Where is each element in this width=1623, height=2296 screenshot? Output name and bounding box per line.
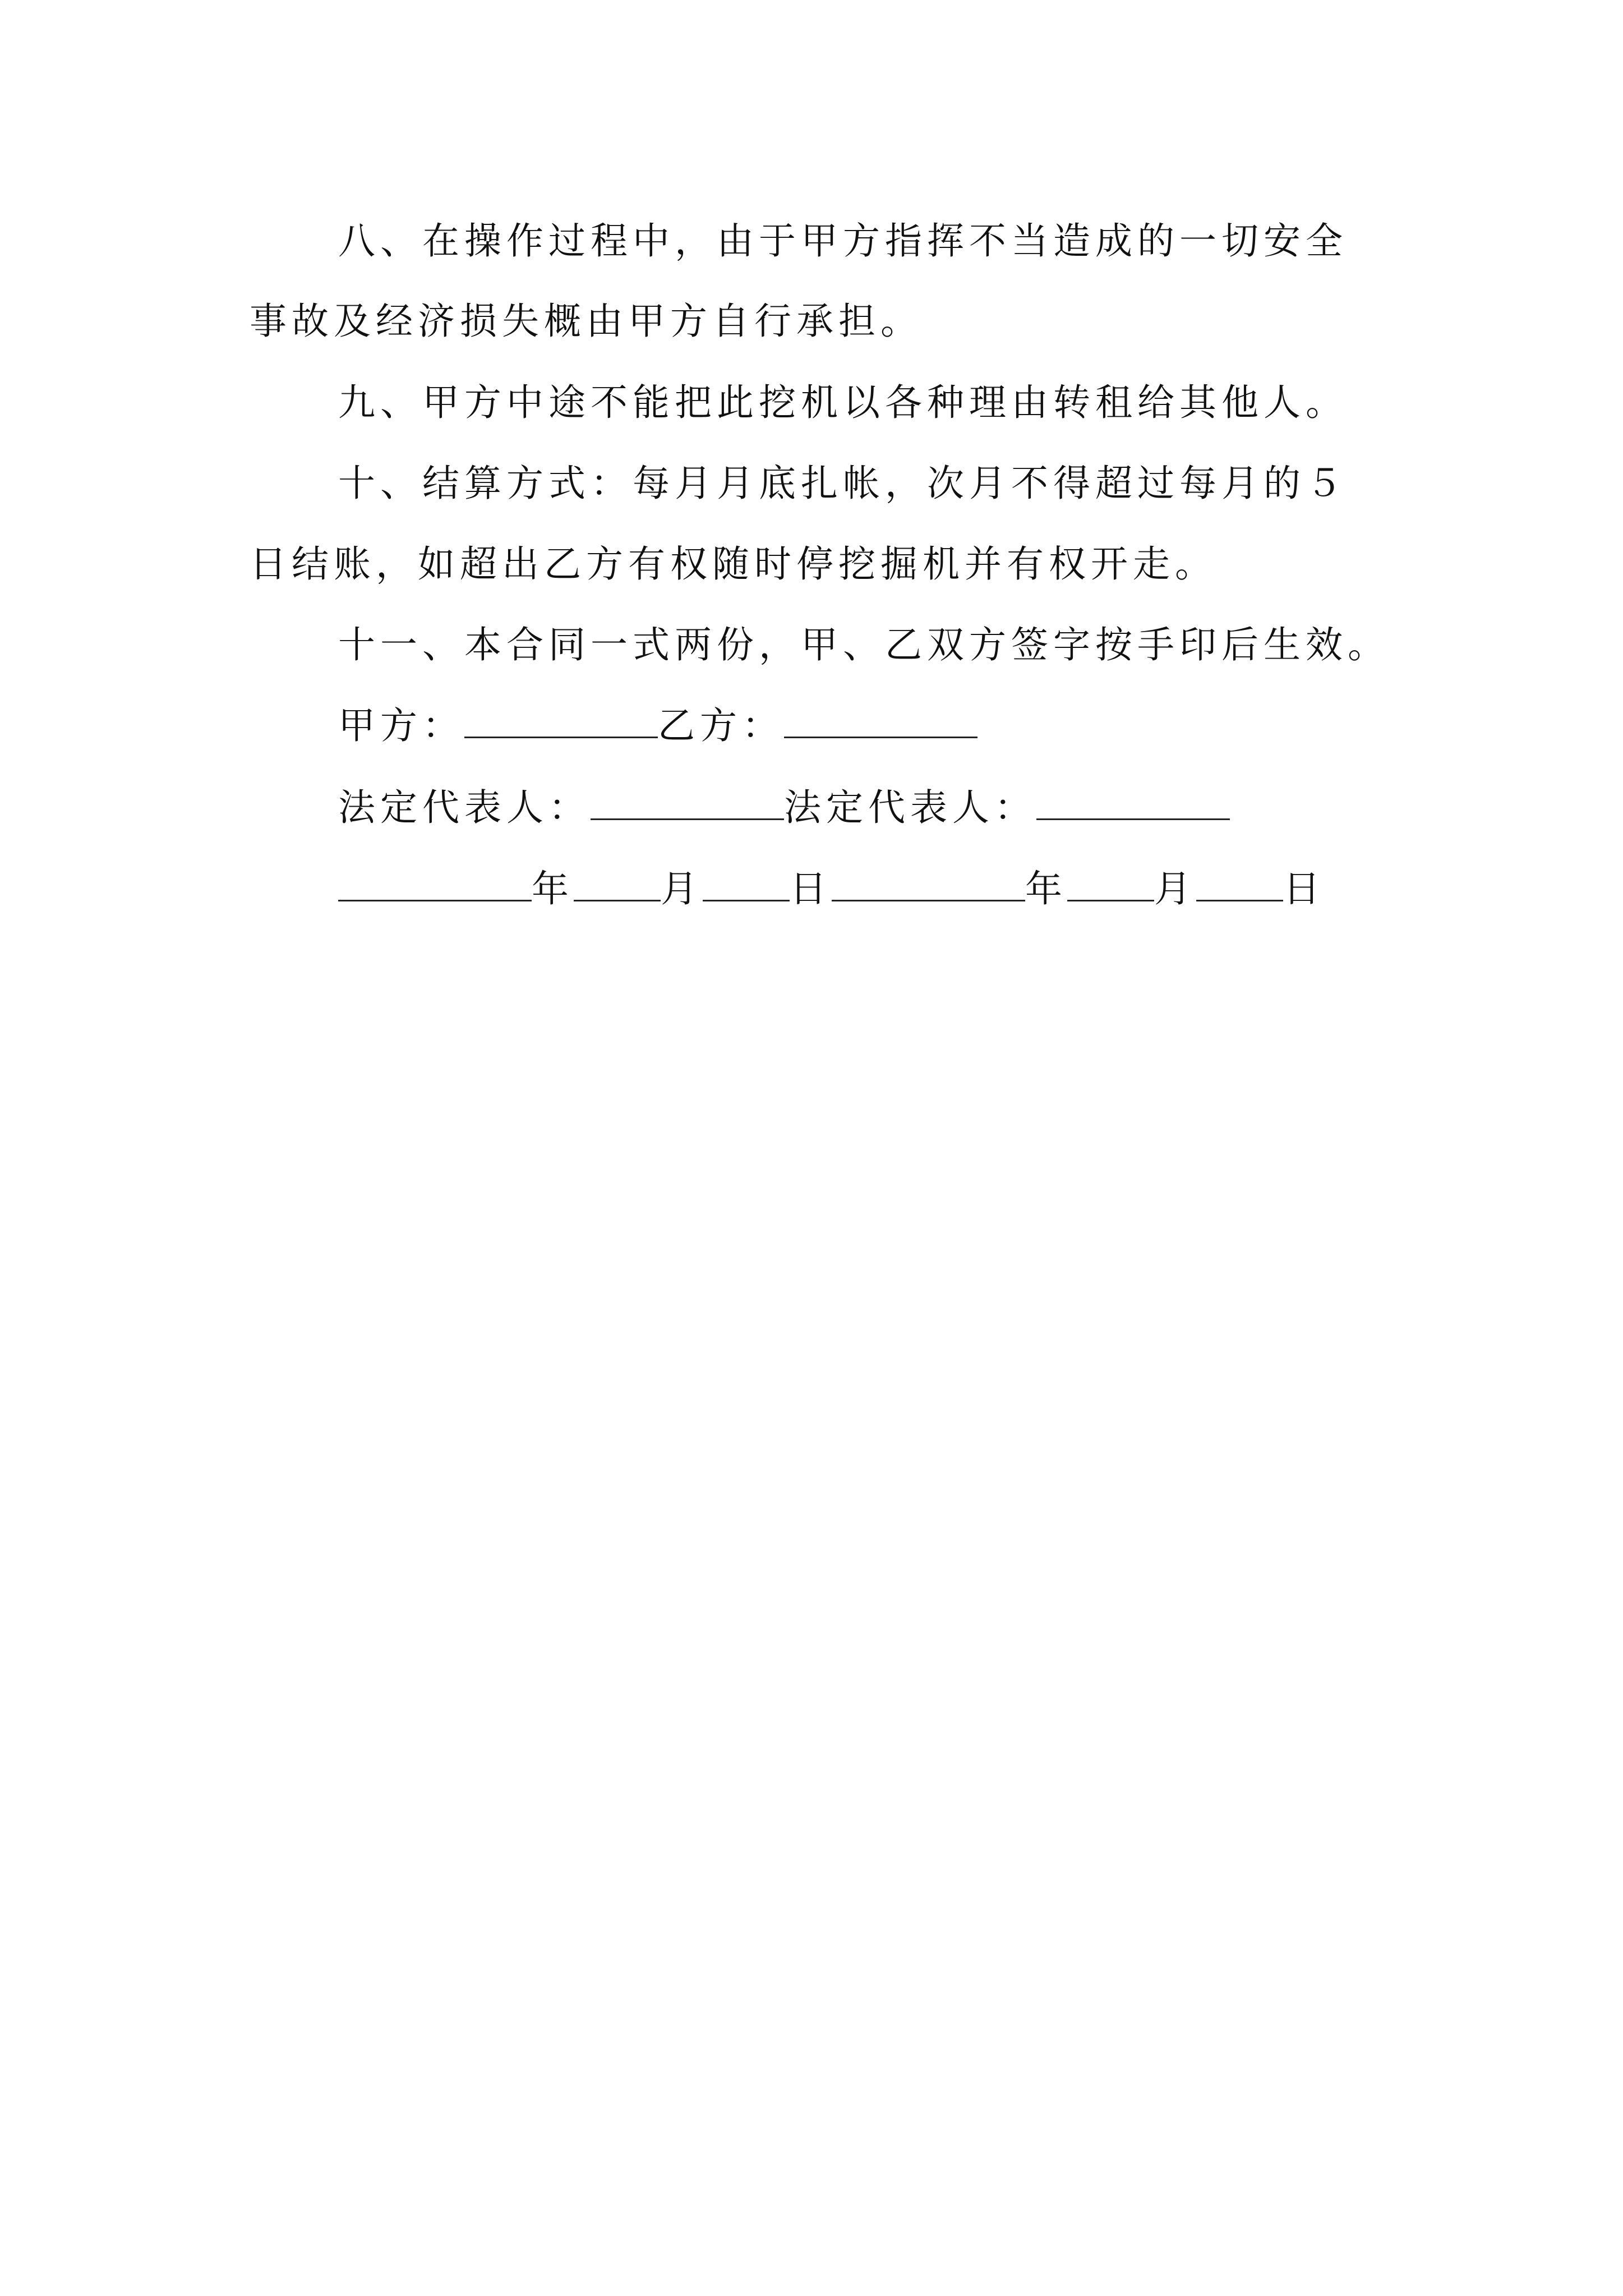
year-b-blank[interactable] — [832, 867, 1025, 901]
party-a-label: 甲方： — [338, 704, 464, 747]
rep-a-blank[interactable] — [591, 786, 784, 820]
clause-8-line-1: 八、在操作过程中，由于甲方指挥不当造成的一切安全 — [338, 219, 1348, 263]
day-a-label: 日 — [790, 867, 832, 910]
rep-b-label: 法定代表人： — [784, 786, 1036, 829]
day-a-blank[interactable] — [703, 867, 790, 901]
representative-row — [338, 783, 1230, 833]
clause-11-line-1: 十一、本合同一式两份，甲、乙双方签字按手印后生效。 — [338, 623, 1390, 666]
year-a-label: 年 — [532, 867, 574, 910]
rep-b-blank[interactable] — [1036, 786, 1230, 820]
clause-8-line-2: 事故及经济损失概由甲方自行承担。 — [250, 300, 923, 343]
month-a-label: 月 — [661, 867, 703, 910]
party-signature-row — [338, 701, 978, 751]
date-row — [338, 864, 1325, 914]
clause-9-line-1: 九、甲方中途不能把此挖机以各种理由转租给其他人。 — [338, 381, 1348, 424]
party-b-label: 乙方： — [658, 704, 784, 747]
month-b-blank[interactable] — [1067, 867, 1154, 901]
year-b-label: 年 — [1025, 867, 1067, 910]
month-b-label: 月 — [1154, 867, 1196, 910]
year-a-blank[interactable] — [338, 867, 532, 901]
clause-10-line-1: 十、结算方式：每月月底扎帐，次月不得超过每月的５ — [338, 462, 1348, 505]
party-b-blank[interactable] — [784, 704, 978, 738]
rep-a-label: 法定代表人： — [338, 786, 591, 829]
month-a-blank[interactable] — [574, 867, 661, 901]
day-b-label: 日 — [1283, 867, 1325, 910]
day-b-blank[interactable] — [1196, 867, 1283, 901]
clause-10-line-2: 日结账，如超出乙方有权随时停挖掘机并有权开走。 — [250, 542, 1217, 586]
party-a-blank[interactable] — [464, 704, 658, 738]
